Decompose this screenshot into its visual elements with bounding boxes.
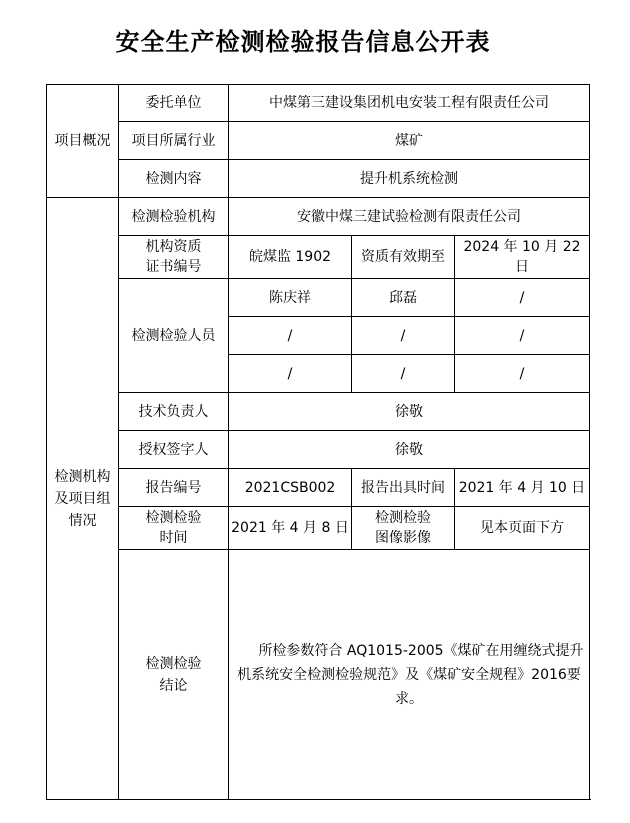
industry-label: 项目所属行业	[119, 122, 229, 160]
table-row	[47, 550, 590, 800]
personnel-cell: /	[455, 279, 590, 317]
table-row	[47, 198, 590, 236]
image-label-line1: 检测检验	[375, 510, 431, 526]
image-label-line2: 图像影像	[375, 530, 431, 546]
section-conclusion	[119, 550, 229, 800]
industry-value: 煤矿	[229, 122, 590, 160]
content-value: 提升机系统检测	[229, 160, 590, 198]
cert-label-line1: 机构资质	[145, 239, 202, 255]
report-no-value: 2021CSB002	[229, 469, 352, 507]
issue-time-label: 报告出具时间	[352, 469, 455, 507]
personnel-cell: /	[229, 355, 352, 393]
table-row	[47, 469, 590, 507]
personnel-cell: 邱磊	[352, 279, 455, 317]
table-row	[47, 122, 590, 160]
section-conclusion-text: 检测检验结论	[145, 655, 202, 694]
personnel-label: 检测检验人员	[119, 279, 229, 393]
conclusion-cell	[229, 550, 590, 800]
tech-value: 徐敬	[229, 393, 590, 431]
report-table	[46, 84, 590, 800]
conclusion-text: 所检参数符合 AQ1015-2005《煤矿在用缠绕式提升机系统安全检测检验规范》及《煤矿安全规程》2016要求。	[237, 642, 584, 707]
section-agency	[47, 198, 119, 800]
table-row	[47, 279, 590, 317]
image-value: 见本页面下方	[455, 507, 590, 550]
cert-label	[119, 236, 229, 279]
validity-label: 资质有效期至	[352, 236, 455, 279]
content-label: 检测内容	[119, 160, 229, 198]
table-row	[47, 393, 590, 431]
table-row	[47, 507, 590, 550]
client-value: 中煤第三建设集团机电安装工程有限责任公司	[229, 85, 590, 122]
test-time-label-line2: 时间	[159, 530, 188, 546]
table-row	[47, 160, 590, 198]
org-value: 安徽中煤三建试验检测有限责任公司	[229, 198, 590, 236]
report-no-label: 报告编号	[119, 469, 229, 507]
table-row	[47, 85, 590, 122]
section-overview: 项目概况	[47, 85, 119, 198]
test-time-label-line1: 检测检验	[145, 510, 202, 526]
personnel-cell: /	[352, 355, 455, 393]
table-row	[47, 236, 590, 279]
client-label: 委托单位	[119, 85, 229, 122]
page-title: 安全生产检测检验报告信息公开表	[115, 27, 491, 56]
signer-value: 徐敬	[229, 431, 590, 469]
image-label	[352, 507, 455, 550]
table-row	[47, 431, 590, 469]
org-label: 检测检验机构	[119, 198, 229, 236]
personnel-cell: /	[229, 317, 352, 355]
personnel-cell: 陈庆祥	[229, 279, 352, 317]
section-agency-text: 检测机构及项目组情况	[54, 468, 111, 529]
signer-label: 授权签字人	[119, 431, 229, 469]
cert-label-line2: 证书编号	[145, 259, 202, 275]
personnel-cell: /	[455, 355, 590, 393]
personnel-cell: /	[352, 317, 455, 355]
test-time-label	[119, 507, 229, 550]
test-time-value: 2021 年 4 月 8 日	[229, 507, 352, 550]
cert-value: 皖煤监 1902	[229, 236, 352, 279]
tech-label: 技术负责人	[119, 393, 229, 431]
validity-value: 2024 年 10 月 22 日	[455, 236, 590, 279]
personnel-cell: /	[455, 317, 590, 355]
issue-time-value: 2021 年 4 月 10 日	[455, 469, 590, 507]
